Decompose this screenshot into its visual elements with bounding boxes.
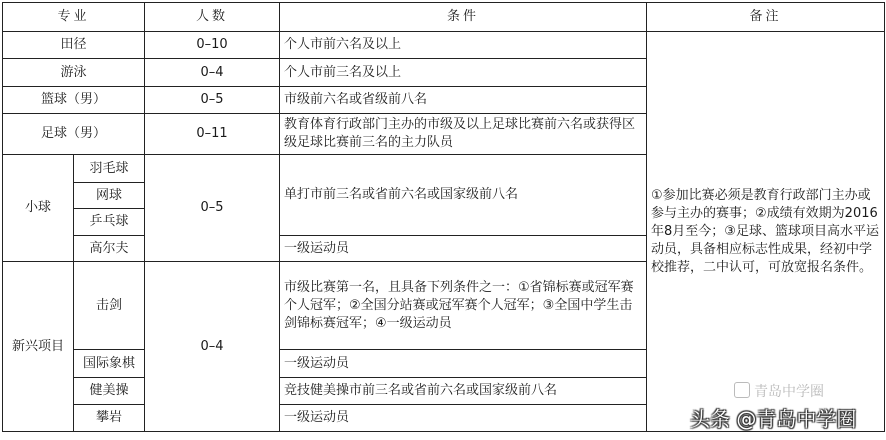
- count-basketball: 0–5: [145, 87, 280, 114]
- header-row: [3, 3, 885, 32]
- count-swim: 0–4: [145, 59, 280, 87]
- condition-chess: 一级运动员: [280, 350, 647, 378]
- remark-cell: ①参加比赛必须是教育行政部门主办或参与主办的赛事；②成绩有效期为2016年8月至今；③足球、篮球项目高水平运动员，具备相应标志性成果，经初中学校推荐，二中认可，可放宽报名条件。: [647, 32, 885, 432]
- item-climbing: 攀岩: [74, 405, 145, 432]
- item-chess: 国际象棋: [74, 350, 145, 378]
- item-tennis: 网球: [74, 183, 145, 209]
- header-remark: 备注: [647, 3, 885, 32]
- condition-basketball: 市级前六名或省级前八名: [280, 87, 647, 114]
- item-aerobics: 健美操: [74, 378, 145, 405]
- condition-track: 个人市前六名及以上: [280, 32, 647, 59]
- group-small-ball: 小球: [3, 155, 74, 262]
- header-major: 专业: [3, 3, 145, 32]
- table-row: [3, 32, 885, 59]
- condition-swim: 个人市前三名及以上: [280, 59, 647, 87]
- item-fencing: 击剑: [74, 262, 145, 350]
- header-count: 人数: [145, 3, 280, 32]
- condition-fencing: 市级比赛第一名，且具备下列条件之一：①省锦标赛或冠军赛个人冠军；②全国分站赛或冠军赛个人冠军；③全国中学生击剑锦标赛冠军；④一级运动员: [280, 262, 647, 350]
- wechat-icon: [734, 382, 750, 398]
- item-table-tennis: 乒乓球: [74, 209, 145, 236]
- group-new-sports: 新兴项目: [3, 262, 74, 432]
- condition-golf: 一级运动员: [280, 236, 647, 262]
- condition-small-ball: 单打市前三名或省前六名或国家级前八名: [280, 155, 647, 236]
- header-condition: 条件: [280, 3, 647, 32]
- watermark-top: [734, 381, 824, 401]
- admission-table: [2, 2, 885, 432]
- condition-climbing: 一级运动员: [280, 405, 647, 432]
- condition-aerobics: 竞技健美操市前三名或省前六名或国家级前八名: [280, 378, 647, 405]
- count-football: 0–11: [145, 114, 280, 155]
- count-track: 0–10: [145, 32, 280, 59]
- item-badminton: 羽毛球: [74, 155, 145, 183]
- major-swim: 游泳: [3, 59, 145, 87]
- watermark-bottom: 头条 @青岛中学圈: [690, 407, 857, 431]
- count-small-ball: 0–5: [145, 155, 280, 262]
- count-new-sports: 0–4: [145, 262, 280, 432]
- watermark-top-text: 青岛中学圈: [754, 384, 824, 400]
- major-track: 田径: [3, 32, 145, 59]
- major-basketball: 篮球（男）: [3, 87, 145, 114]
- major-football: 足球（男）: [3, 114, 145, 155]
- condition-football: 教育体育行政部门主办的市级及以上足球比赛前六名或获得区级足球比赛前三名的主力队员: [280, 114, 647, 155]
- item-golf: 高尔夫: [74, 236, 145, 262]
